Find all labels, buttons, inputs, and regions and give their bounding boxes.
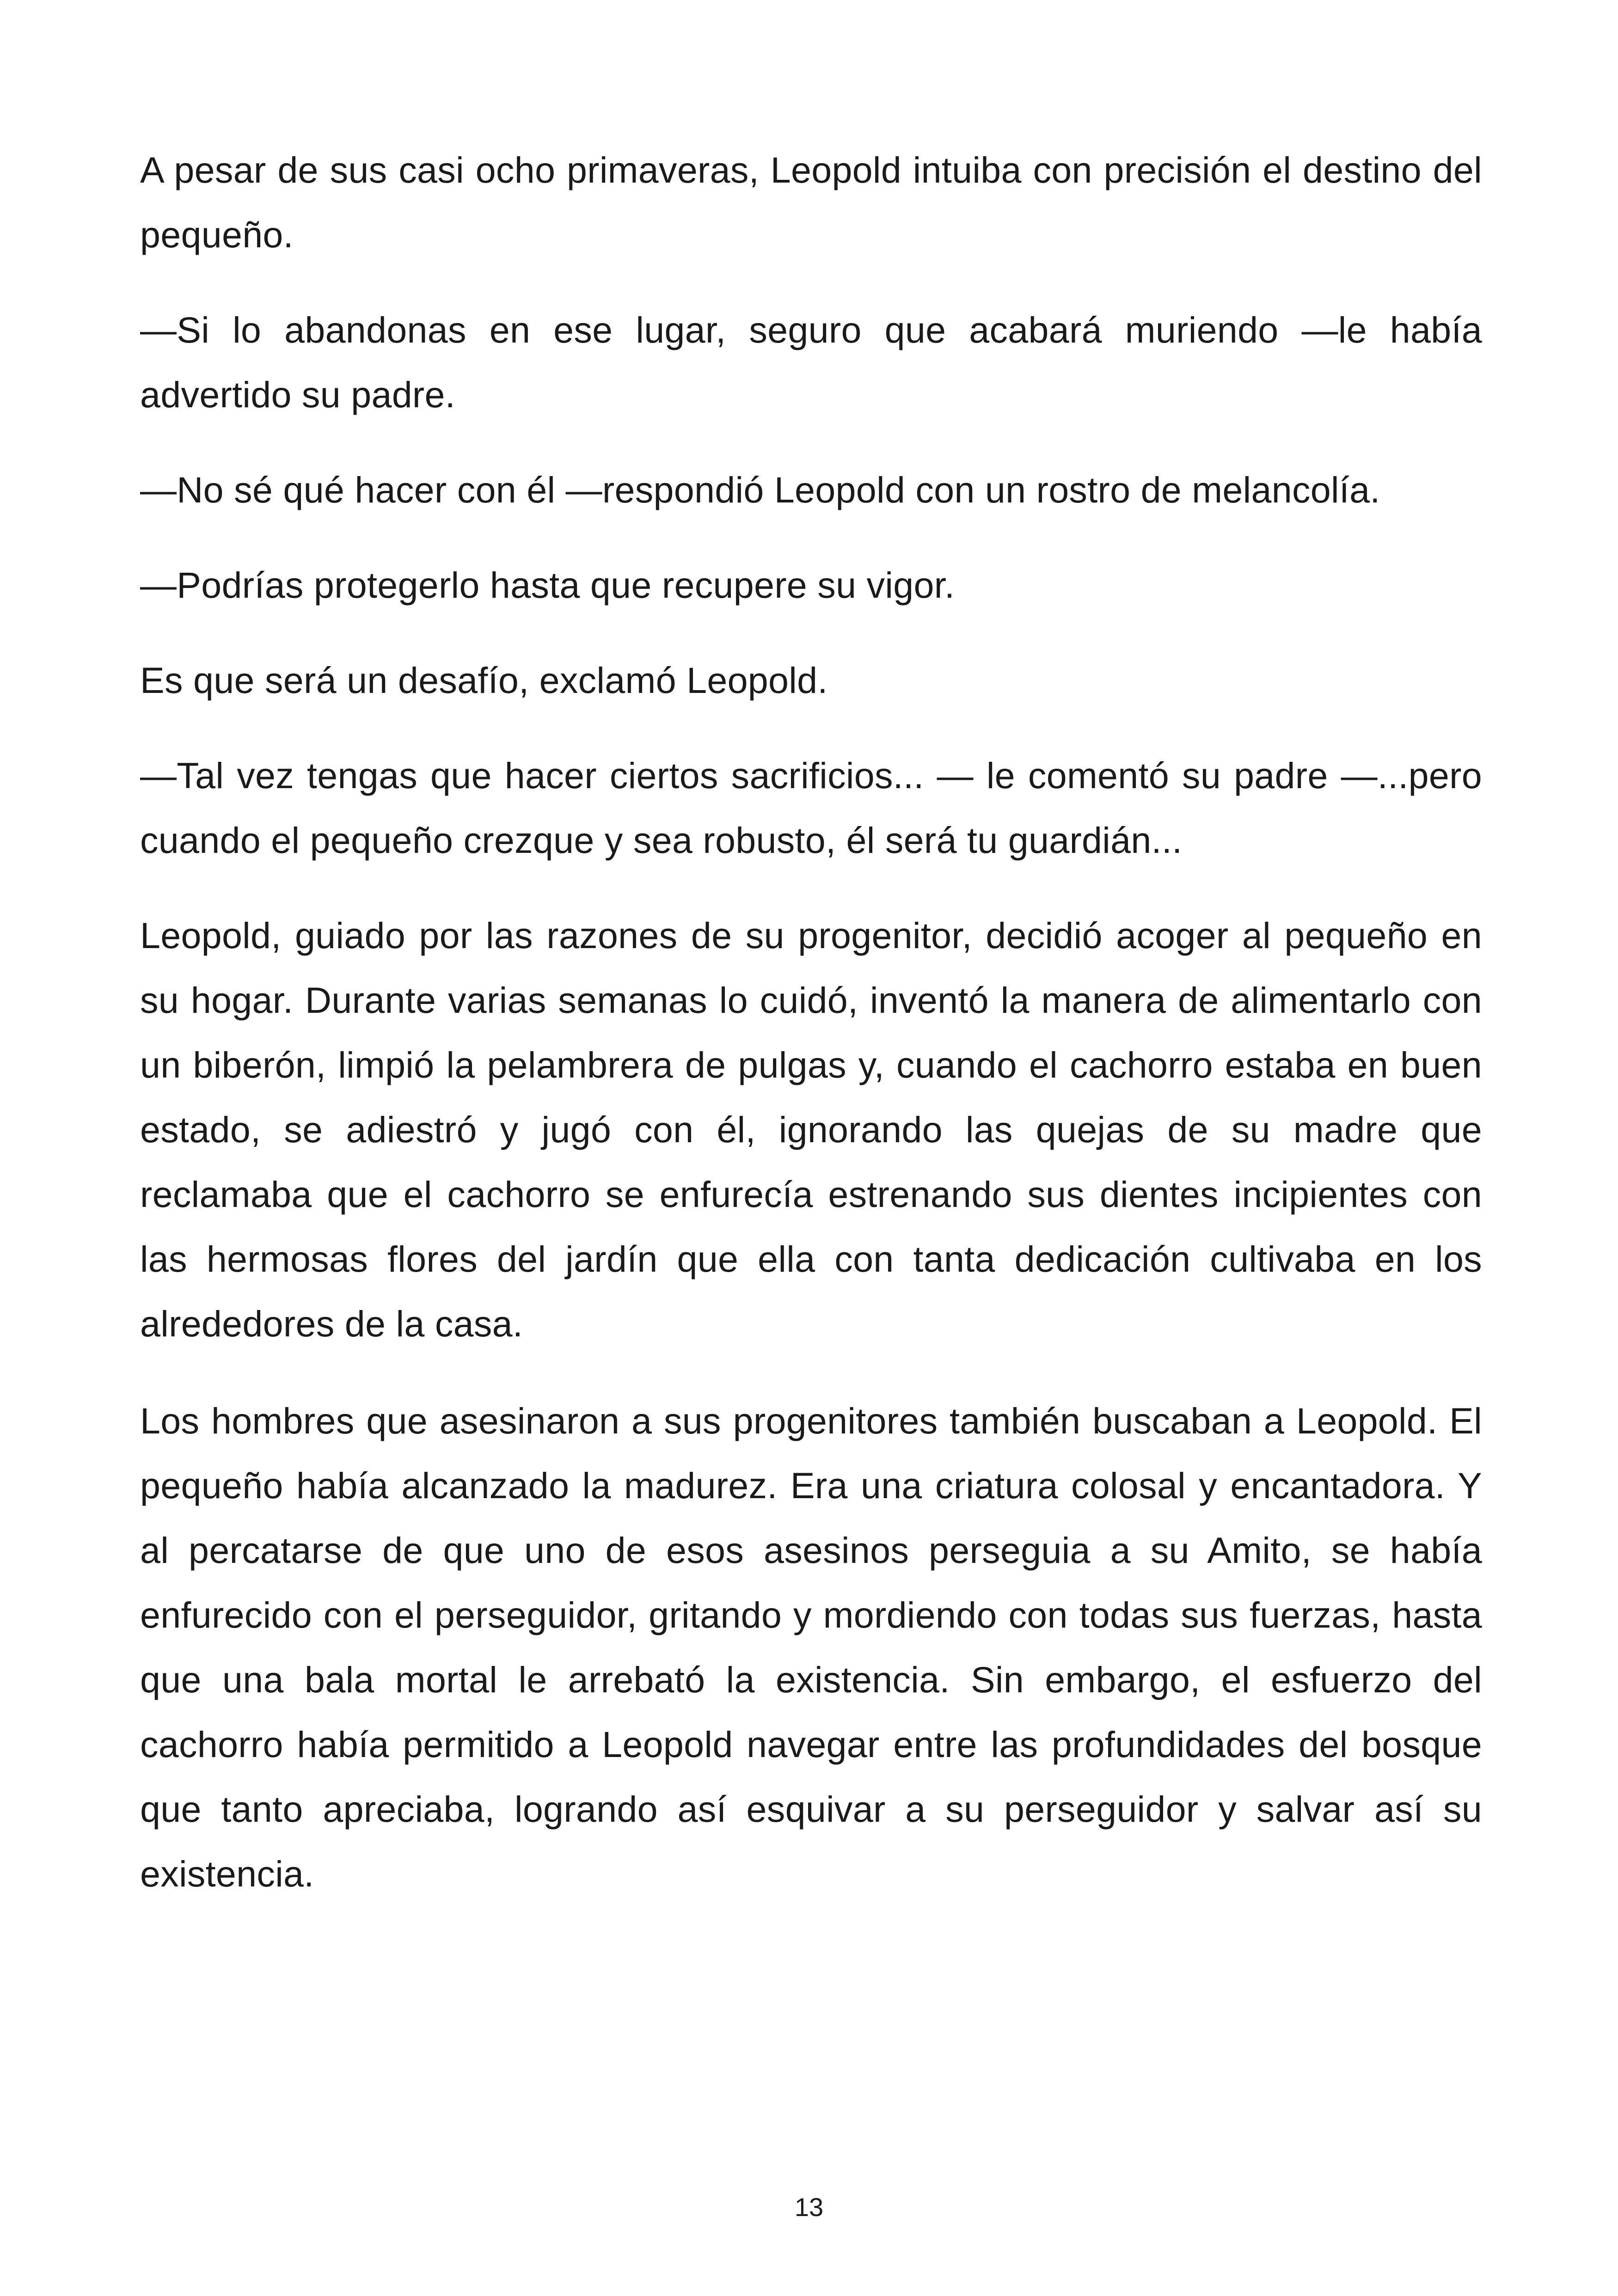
body-text [140, 138, 1482, 1937]
paragraph-4-dialogue: —Podrías protegerlo hasta que recupere su vigor. [140, 564, 955, 606]
paragraph-3-dialogue: —No sé qué hacer con él —respondió Leopold con un rostro de melancolía. [140, 469, 1380, 510]
paragraph-8: Los hombres que asesinaron a sus progenitores también buscaban a Leopold. El pequeño había alcanzado la madurez. Era una criatura colosal y encantadora. Y al percatarse de que uno de esos asesinos perseguia a su Amito, se había enfurecido con el perseguidor, gritando y mordiendo con todas sus fuerzas, hasta que una bala mortal le arrebató la existencia. Sin embargo, el esfuerzo del cachorro había permitido a Leopold navegar entre las profundidades del bosque que tanto apreciaba, logrando así esquivar a su perseguidor y salvar así su existencia. [140, 1400, 1482, 1894]
paragraph-2-dialogue: —Si lo abandonas en ese lugar, seguro que acabará muriendo —le había advertido su padre. [140, 309, 1482, 415]
page-number: 13 [794, 2192, 824, 2222]
paragraph-1: A pesar de sus casi ocho primaveras, Leopold intuiba con precisión el destino del pequeño. [140, 149, 1482, 255]
paragraph-5: Es que será un desafío, exclamó Leopold. [140, 660, 828, 701]
paragraph-6-dialogue: —Tal vez tengas que hacer ciertos sacrificios... — le comentó su padre —...pero cuando el pequeño crezque y sea robusto, él será tu guardián... [140, 755, 1482, 861]
paragraph-7: Leopold, guiado por las razones de su progenitor, decidió acoger al pequeño en su hogar. Durante varias semanas lo cuidó, inventó la manera de alimentarlo con un biberón, limpió la pelambrera de pulgas y, cuando el cachorro estaba en buen estado, se adiestró y jugó con él, ignorando las quejas de su madre que reclamaba que el cachorro se enfurecía estrenando sus dientes incipientes con las hermosas flores del jardín que ella con tanta dedicación cultivaba en los alrededores de la casa. [140, 915, 1482, 1344]
